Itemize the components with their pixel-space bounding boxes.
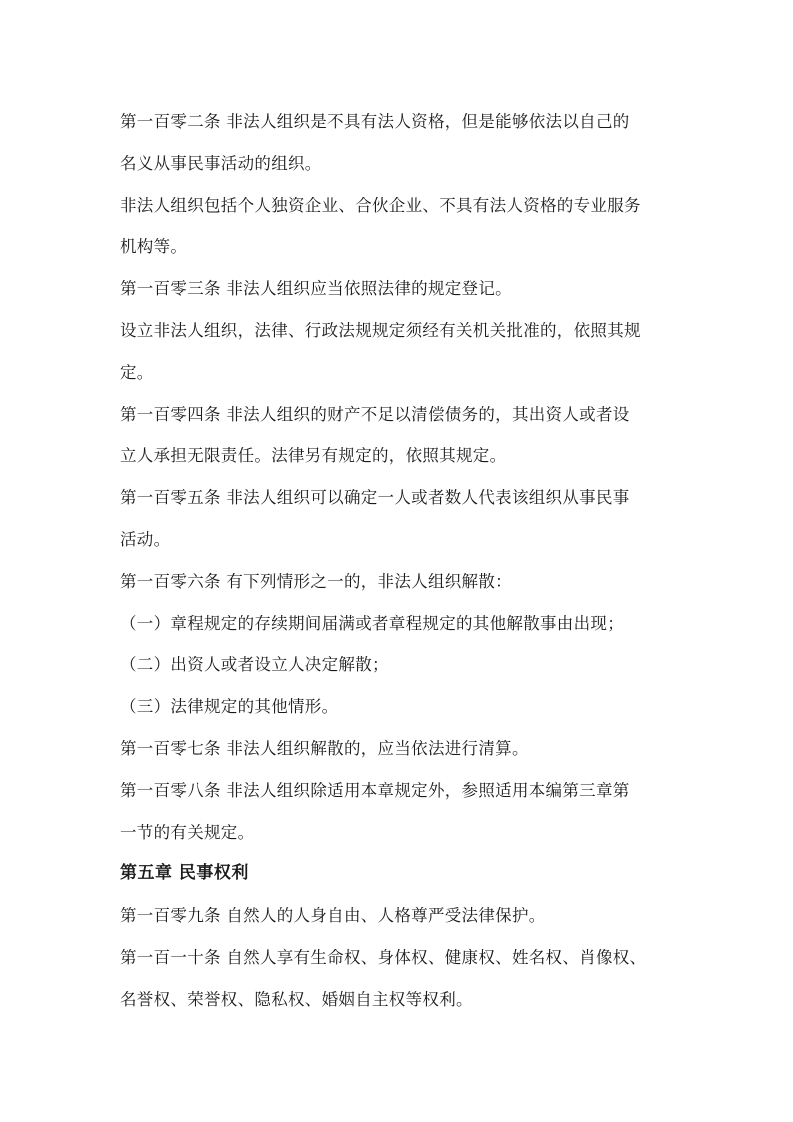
- article-106-line-1: 第一百零六条 有下列情形之一的，非法人组织解散：: [120, 571, 512, 591]
- article-104-line-2: 立人承担无限责任。法律另有规定的，依照其规定。: [120, 446, 507, 466]
- article-110-line-2: 名誉权、荣誉权、隐私权、婚姻自主权等权利。: [120, 989, 473, 1009]
- article-106-item-2: （二）出资人或者设立人决定解散；: [120, 655, 389, 675]
- article-105-line-1: 第一百零五条 非法人组织可以确定一人或者数人代表该组织从事民事: [120, 488, 630, 508]
- article-106-item-1: （一）章程规定的存续期间届满或者章程规定的其他解散事由出现；: [120, 613, 624, 633]
- document-body: [120, 101, 680, 1021]
- article-108-line-2: 一节的有关规定。: [120, 822, 255, 842]
- article-109-line-1: 第一百零九条 自然人的人身自由、人格尊严受法律保护。: [120, 906, 546, 926]
- article-103-para-2-line-2: 定。: [120, 362, 154, 382]
- article-105-line-2: 活动。: [120, 529, 171, 549]
- article-103-para-2-line-1: 设立非法人组织，法律、行政法规规定须经有关机关批准的，依照其规: [120, 320, 641, 340]
- article-102-line-2: 名义从事民事活动的组织。: [120, 153, 322, 173]
- article-108-line-1: 第一百零八条 非法人组织除适用本章规定外，参照适用本编第三章第: [120, 780, 630, 800]
- article-110-line-1: 第一百一十条 自然人享有生命权、身体权、健康权、姓名权、肖像权、: [120, 947, 647, 967]
- article-102-line-1: 第一百零二条 非法人组织是不具有法人资格，但是能够依法以自己的: [120, 112, 630, 131]
- article-103-line-1: 第一百零三条 非法人组织应当依照法律的规定登记。: [120, 279, 512, 299]
- chapter-5-heading: 第五章 民事权利: [120, 863, 249, 884]
- article-107-line-1: 第一百零七条 非法人组织解散的，应当依法进行清算。: [120, 738, 529, 758]
- article-102-para-2-line-2: 机构等。: [120, 237, 188, 257]
- article-106-item-3: （三）法律规定的其他情形。: [120, 697, 339, 717]
- article-102-para-2-line-1: 非法人组织包括个人独资企业、合伙企业、不具有法人资格的专业服务: [120, 195, 641, 215]
- article-104-line-1: 第一百零四条 非法人组织的财产不足以清偿债务的，其出资人或者设: [120, 404, 630, 424]
